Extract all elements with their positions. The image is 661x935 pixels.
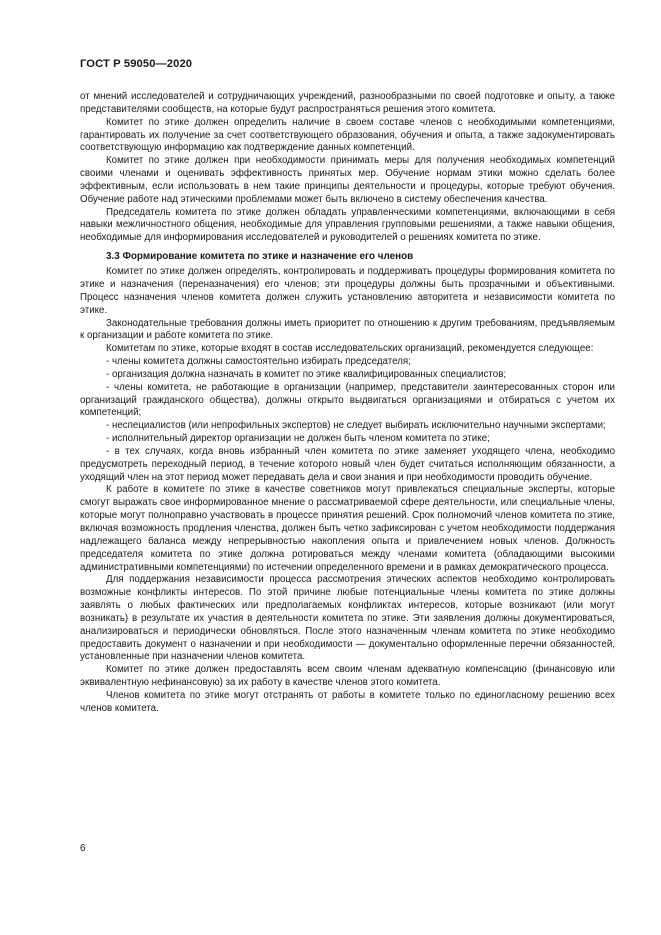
paragraph: Председатель комитета по этике должен обладать управленческими компетенциями, включающими в себя навыки межличностного общения, необходимые для управления групповыми решениями, а также навыки общения, необходимые для информирования исследователей и руководителей о решениях комитета по этике. <box>80 206 615 244</box>
document-body <box>80 91 615 716</box>
paragraph: Членов комитета по этике могут отстранять от работы в комитете только по единогласному решению всех членов комитета. <box>80 689 615 714</box>
paragraph: К работе в комитете по этике в качестве советников могут привлекаться специальные эксперты, которые смогут выражать свое информированное мнение о рассматриваемой сфере деятельности, или специальные члены, которые могут полноправно участвовать в процессе принятия решений. Срок полномочий членов комитета по этике, включая возможность продления членства, должен быть четко зафиксирован с учетом необходимости поддержания надлежащего баланса между непрерывностью накопления опыта и привлечением новых членов. Должность председателя комитета по этике должна ротироваться между членами комитета (обладающими высокими административными компетенциями) по истечении определенного времени и в рамках демократического процесса. <box>80 484 615 573</box>
list-item: - члены комитета, не работающие в организации (например, представители заинтересованных сторон или организаций гражданского общества), должны открыто выдвигаться организациями и отбираться с учетом их компетенций; <box>80 381 615 419</box>
page-number: 6 <box>80 843 86 854</box>
paragraph: Законодательные требования должны иметь приоритет по отношению к другим требованиям, предъявляемым к организации и работе комитета по этике. <box>80 317 615 342</box>
paragraph: Комитетам по этике, которые входят в состав исследовательских организаций, рекомендуется следующее: <box>106 343 594 355</box>
paragraph: Комитет по этике должен определять, контролировать и поддерживать процедуры формирования комитета по этике и назначения (переназначения) его членов; эти процедуры должны быть прозрачными и объективными. Процесс назначения членов комитета должен служить установлению авторитета и независимости комитета по этике. <box>80 266 615 316</box>
list-item: - исполнительный директор организации не должен быть членом комитета по этике; <box>106 433 490 445</box>
section-heading: 3.3 Формирование комитета по этике и назначение его членов <box>106 251 414 263</box>
paragraph: Комитет по этике должен определить наличие в своем составе членов с необходимыми компетенциями, гарантировать их получение за счет соответствующего образования, обучения и опыта, а также задокументировать соответствующую информацию как подтверждение данных компетенций. <box>80 116 615 154</box>
list-item: - в тех случаях, когда вновь избранный член комитета по этике заменяет уходящего члена, необходимо предусмотреть переходный период, в течение которого новый член будет считаться исполняющим обязанности, а уходящий член на этот период может передавать дела и свои знания и при необходимости проводить обучение. <box>80 445 615 483</box>
paragraph-continuation: от мнений исследователей и сотрудничающих учреждений, разнообразными по своей подготовке и опыту, а также представителями сообществ, на которые будут распространяться решения этого комитета. <box>80 91 615 115</box>
list-item: - неспециалистов (или непрофильных экспертов) не следует выбирать исключительно научными экспертами; <box>106 420 606 432</box>
paragraph: Комитет по этике должен при необходимости принимать меры для получения необходимых компетенций своими членами и оценивать эффективность принятых мер. Обучение нормам этики можно сделать более эффективным, если использовать в нем такие принципы деятельности и процедуры, которые требуют обучения. Обучение работе над этическими проблемами может быть включено в систему обеспечения качества. <box>80 155 615 205</box>
paragraph: Комитет по этике должен предоставлять всем своим членам адекватную компенсацию (финансовую или эквивалентную нефинансовую) за их работу в качестве членов этого комитета. <box>80 664 615 689</box>
standard-header: ГОСТ Р 59050—2020 <box>80 58 193 70</box>
list-item: - организация должна назначать в комитет по этике квалифицированных специалистов; <box>106 368 507 380</box>
paragraph: Для поддержания независимости процесса рассмотрения этических аспектов необходимо контролировать возможные конфликты интересов. По этой причине любые потенциальные члены комитета по этике должны заявлять о любых фактических или предполагаемых конфликтах интересов, которые возникают (или могут возникать) в результате их участия в деятельности комитета по этике. Эти заявления должны документироваться, анализироваться и периодически обновляться. После этого назначенным членам комитета по этике необходимо предоставить документ о назначении и при необходимости — документально оформленные перечни обязанностей, установленные при назначении членов комитета. <box>80 574 615 663</box>
list-item: - члены комитета должны самостоятельно избирать председателя; <box>106 356 411 368</box>
